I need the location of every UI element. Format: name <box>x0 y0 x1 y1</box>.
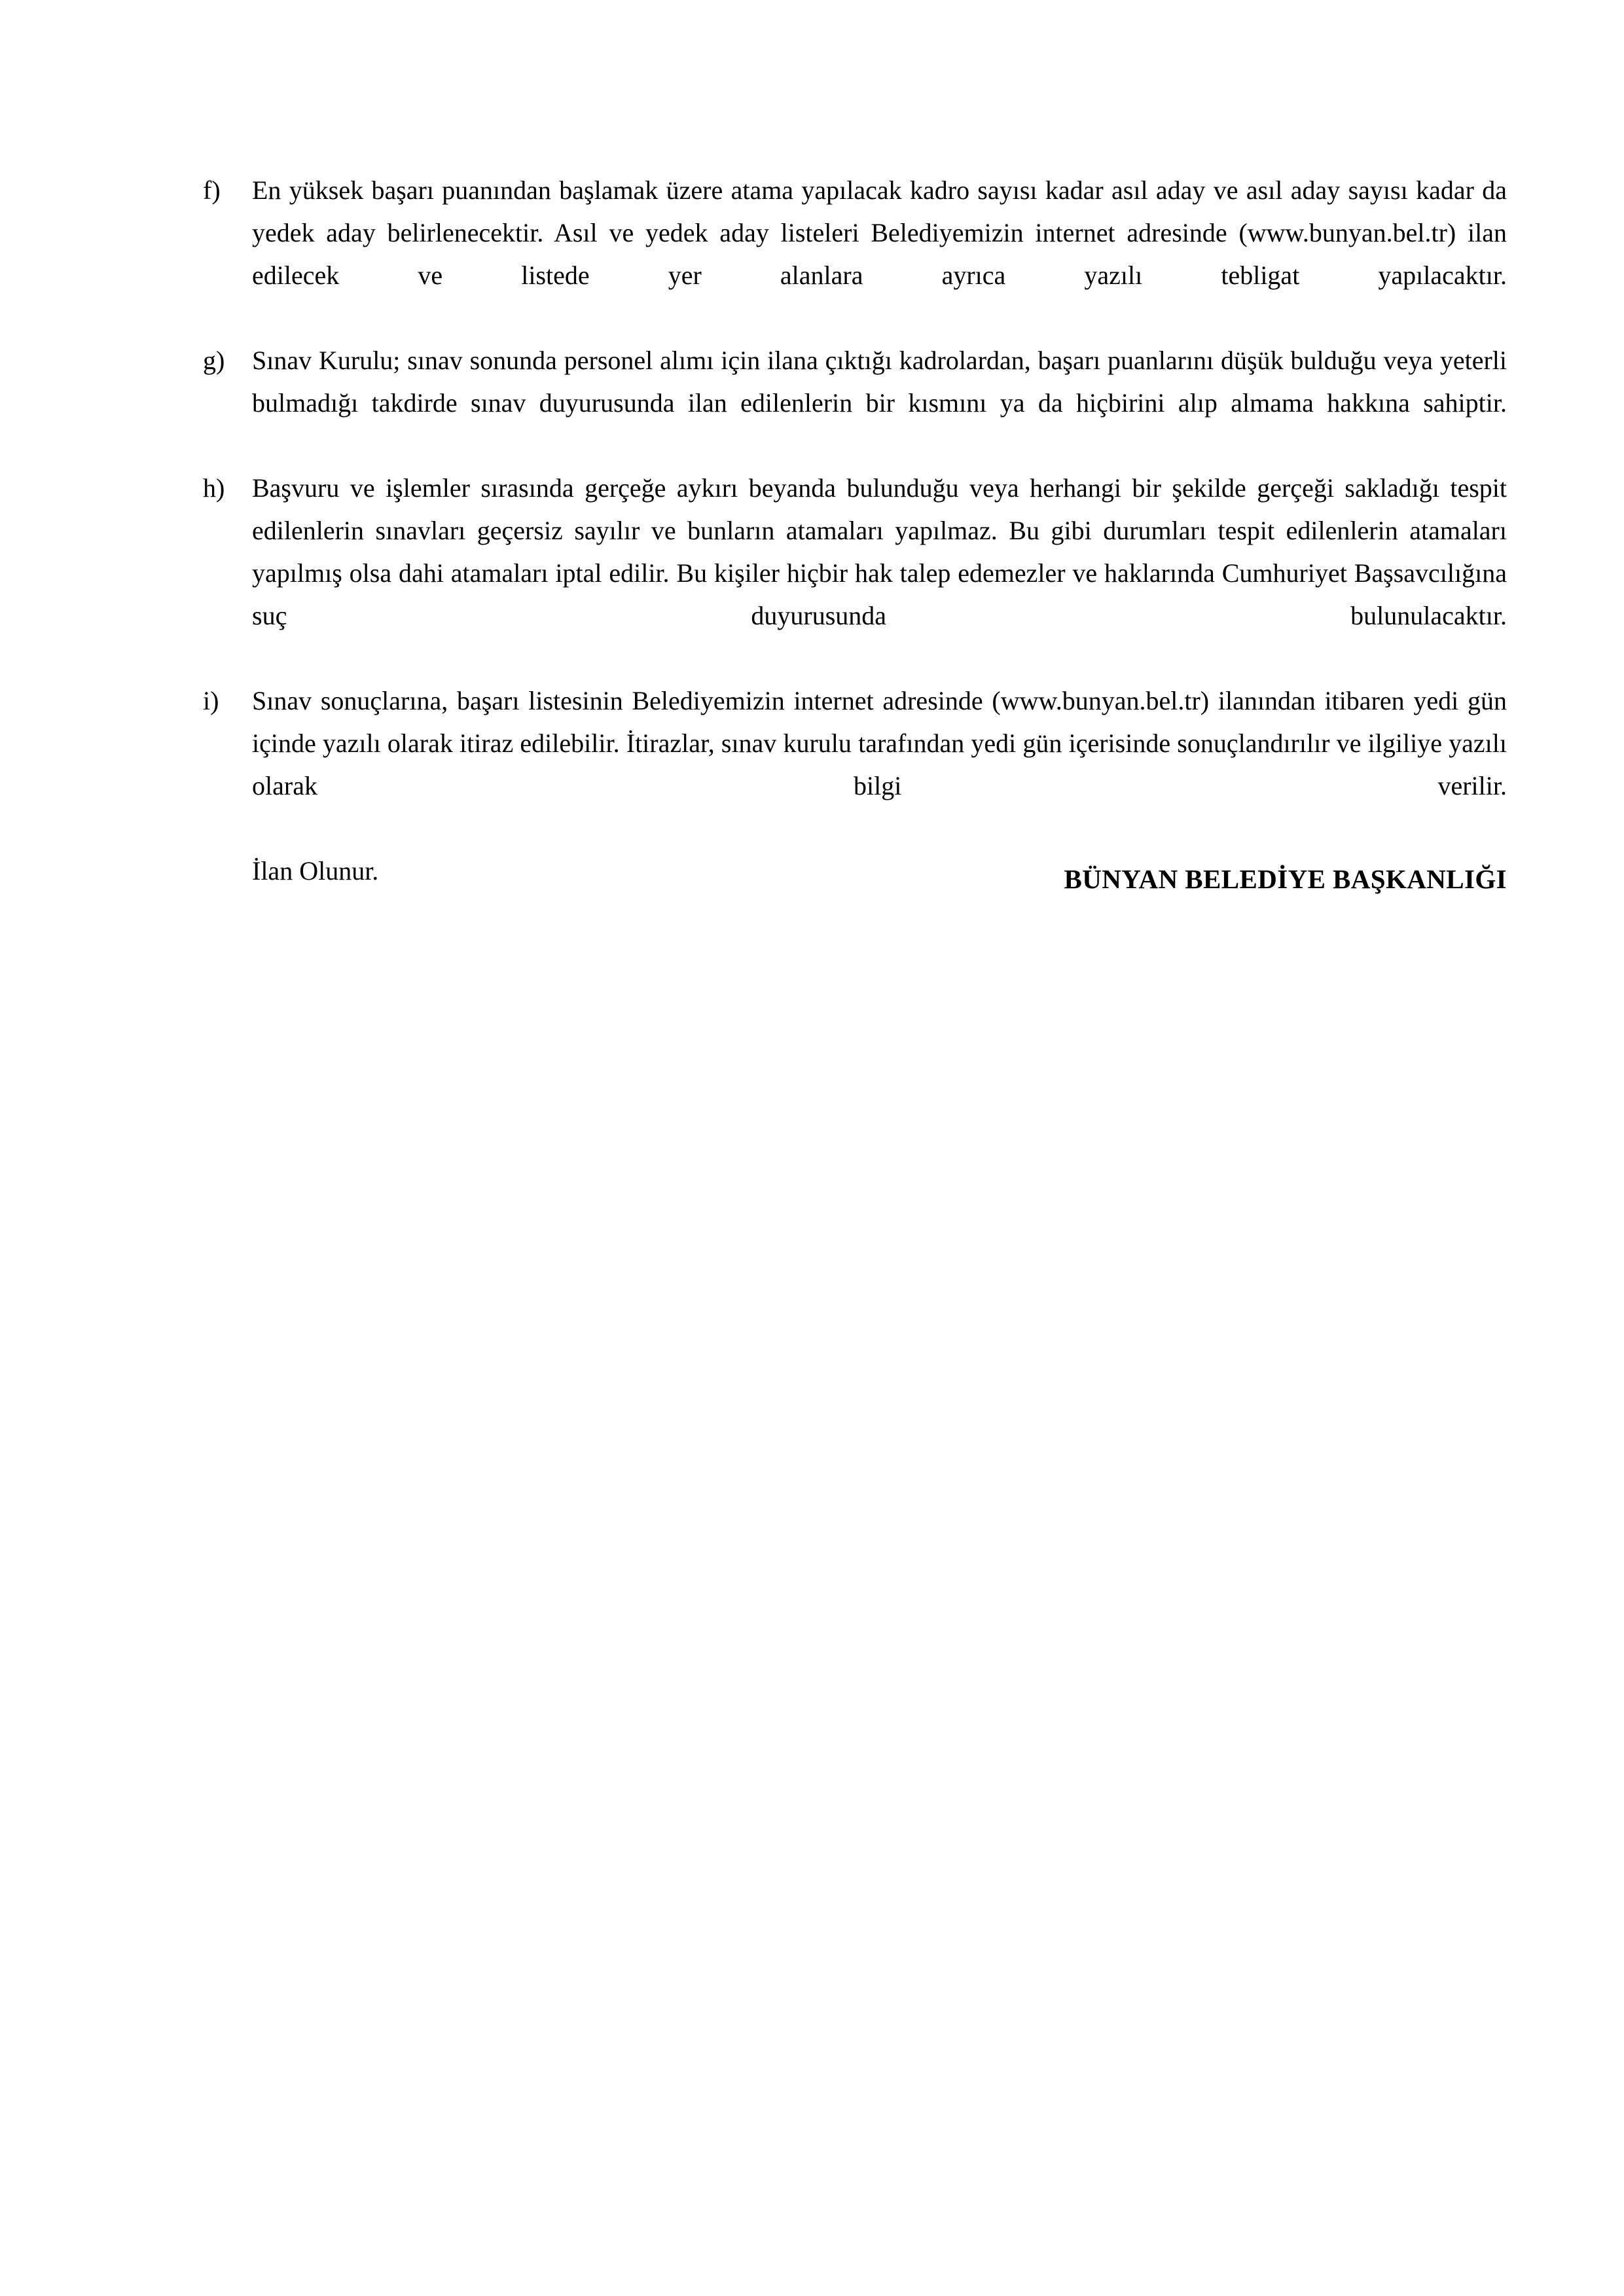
list-item-f-text: En yüksek başarı puanından başlamak üzere atama yapılacak kadro sayısı kadar asıl aday ve asıl aday sayısı kadar da yedek aday belirlenecektir. Asıl ve yedek aday listeleri Belediyemizin internet adresinde (www.bunyan.bel.tr) ilan edilecek ve listede yer alanlara ayrıca yazılı tebligat yapılacaktır. <box>252 175 1507 290</box>
list-item-g <box>203 339 1507 467</box>
list-item-h-text: Başvuru ve işlemler sırasında gerçeğe aykırı beyanda bulunduğu veya herhangi bir şekilde gerçeği sakladığı tespit edilenlerin sınavları geçersiz sayılır ve bunların atamaları yapılmaz. Bu gibi durumları tespit edilenlerin atamaları yapılmış olsa dahi atamaları iptal edilir. Bu kişiler hiçbir hak talep edemezler ve haklarında Cumhuriyet Başsavcılığına suç duyurusunda bulunulacaktır. <box>252 473 1507 630</box>
list-item-f <box>203 169 1507 339</box>
document-body <box>203 169 1507 892</box>
list-item-i <box>203 679 1507 850</box>
signature-block: BÜNYAN BELEDİYE BAŞKANLIĞI <box>1064 864 1507 894</box>
lettered-list <box>203 169 1507 850</box>
closing-line: İlan Olunur. <box>252 856 379 886</box>
list-marker-h: h) <box>203 473 225 503</box>
list-item-g-text: Sınav Kurulu; sınav sonunda personel alımı için ilana çıktığı kadrolardan, başarı puanlarını düşük bulduğu veya yeterli bulmadığı takdirde sınav duyurusunda ilan edilenlerin bir kısmını ya da hiçbirini alıp almama hakkına sahiptir. <box>252 346 1507 418</box>
list-item-h <box>203 467 1507 679</box>
list-marker-i: i) <box>203 686 219 715</box>
list-marker-g: g) <box>203 346 225 375</box>
list-item-i-text: Sınav sonuçlarına, başarı listesinin Belediyemizin internet adresinde (www.bunyan.bel.tr) ilanından itibaren yedi gün içinde yazılı olarak itiraz edilebilir. İtirazlar, sınav kurulu tarafından yedi gün içerisinde sonuçlandırılır ve ilgiliye yazılı olarak bilgi verilir. <box>252 686 1507 800</box>
list-marker-f: f) <box>203 175 221 205</box>
